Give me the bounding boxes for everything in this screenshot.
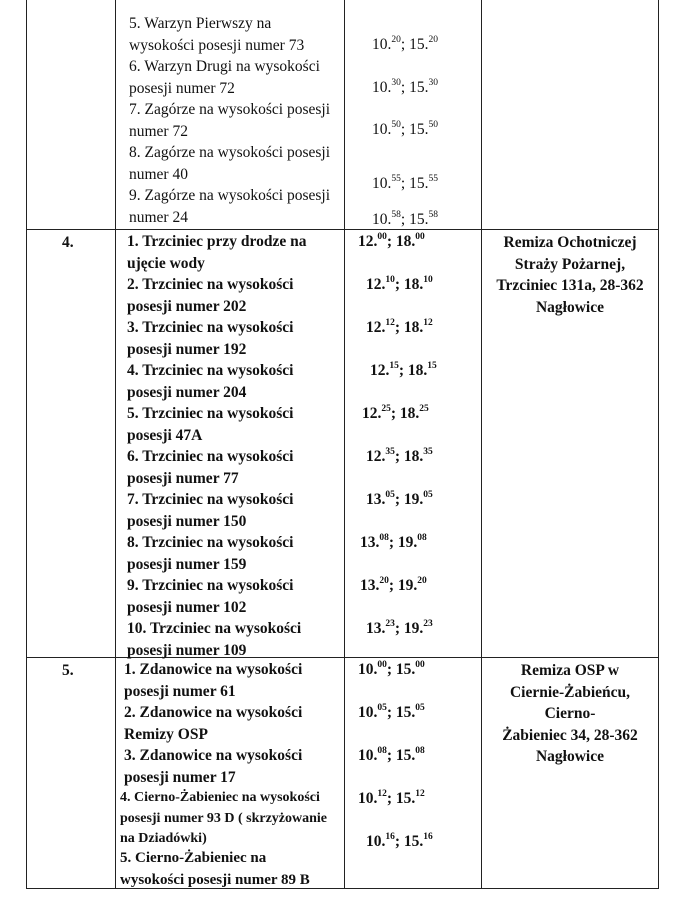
table-border-left bbox=[26, 0, 27, 888]
stop-times: 10.50; 15.50 bbox=[372, 119, 438, 138]
stop-location: 9. Zagórze na wysokości posesji numer 24 bbox=[129, 187, 331, 226]
stop-location: 7. Zagórze na wysokości posesji numer 72 bbox=[129, 101, 331, 140]
stop-times: 13.08; 19.08 bbox=[360, 532, 427, 551]
row-divider-1 bbox=[26, 229, 659, 230]
stop-location: 9. Trzciniec na wysokości posesji numer 102 bbox=[127, 577, 294, 616]
stop-location: 3. Trzciniec na wysokości posesji numer 192 bbox=[127, 319, 294, 358]
stop-times: 12.00; 18.00 bbox=[358, 231, 425, 250]
stop-times: 10.58; 15.58 bbox=[372, 209, 438, 228]
stop-location: 8. Zagórze na wysokości posesji numer 40 bbox=[129, 144, 331, 183]
row-number: 5. bbox=[62, 662, 74, 679]
stop-times: 10.05; 15.05 bbox=[358, 702, 425, 721]
stop-times: 12.35; 18.35 bbox=[366, 446, 433, 465]
stop-times: 10.20; 15.20 bbox=[372, 34, 438, 53]
stop-location: 7. Trzciniec na wysokości posesji numer 150 bbox=[127, 491, 294, 530]
stop-times: 10.30; 15.30 bbox=[372, 77, 438, 96]
stop-times: 12.25; 18.25 bbox=[362, 403, 429, 422]
stop-times: 10.00; 15.00 bbox=[358, 659, 425, 678]
stop-location: 5. Warzyn Pierwszy na wysokości posesji numer 73 bbox=[129, 15, 305, 54]
stop-times: 13.20; 19.20 bbox=[360, 575, 427, 594]
stop-times: 13.23; 19.23 bbox=[366, 618, 433, 637]
stop-location: 2. Zdanowice na wysokości Remizy OSP bbox=[124, 704, 303, 743]
stop-times: 12.15; 18.15 bbox=[370, 360, 437, 379]
stop-times: 10.55; 15.55 bbox=[372, 173, 438, 192]
stop-location: 1. Zdanowice na wysokości posesji numer 61 bbox=[124, 661, 303, 700]
pickup-place: Remiza Ochotniczej Straży Pożarnej, Trzciniec 131a, 28-362 Nagłowice bbox=[496, 234, 644, 316]
table-border-col2 bbox=[344, 0, 345, 888]
stop-location: 2. Trzciniec na wysokości posesji numer 202 bbox=[127, 276, 294, 315]
table-border-col1 bbox=[115, 0, 116, 888]
stop-location: 3. Zdanowice na wysokości posesji numer 17 bbox=[124, 747, 303, 786]
stop-times: 10.12; 15.12 bbox=[358, 788, 425, 807]
stop-location: 5. Trzciniec na wysokości posesji 47A bbox=[127, 405, 294, 444]
row-number: 4. bbox=[62, 234, 74, 251]
stop-location: 6. Trzciniec na wysokości posesji numer 77 bbox=[127, 448, 294, 487]
stop-location: 6. Warzyn Drugi na wysokości posesji numer 72 bbox=[129, 58, 320, 97]
table-border-right bbox=[658, 0, 659, 888]
stop-times: 10.16; 15.16 bbox=[366, 831, 433, 850]
stop-location: 10. Trzciniec na wysokości posesji numer 109 bbox=[127, 620, 302, 659]
stop-times: 12.10; 18.10 bbox=[366, 274, 433, 293]
row-divider-2 bbox=[26, 657, 659, 658]
pickup-place: Remiza OSP w Ciernie-Żabieńcu, Cierno- Żabieniec 34, 28-362 Nagłowice bbox=[502, 662, 638, 765]
stop-location: 8. Trzciniec na wysokości posesji numer 159 bbox=[127, 534, 294, 573]
stop-location: 4. Cierno-Żabieniec na wysokości posesji numer 93 D ( skrzyżowanie na Dziadówki) bbox=[120, 790, 328, 846]
stop-location: 4. Trzciniec na wysokości posesji numer 204 bbox=[127, 362, 294, 401]
stop-times: 13.05; 19.05 bbox=[366, 489, 433, 508]
stop-times: 12.12; 18.12 bbox=[366, 317, 433, 336]
stop-location: 1. Trzciniec przy drodze na ujęcie wody bbox=[127, 233, 307, 272]
stop-times: 10.08; 15.08 bbox=[358, 745, 425, 764]
stop-location: 5. Cierno-Żabieniec na wysokości posesji numer 89 B bbox=[120, 850, 310, 888]
